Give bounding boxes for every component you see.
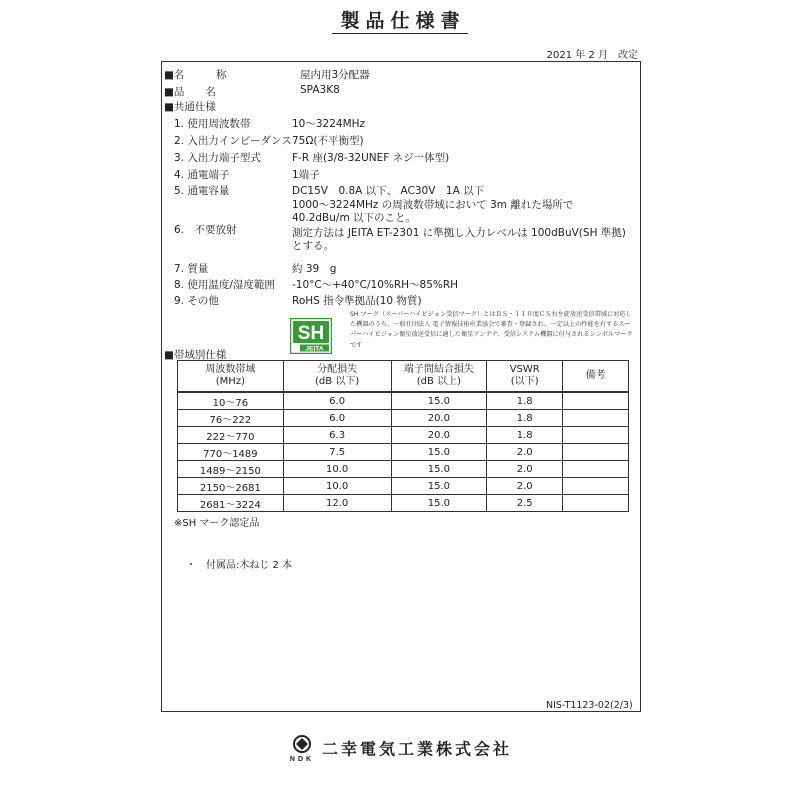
table-cell: 6.0 [283, 410, 391, 427]
spec-label: 9. その他 [174, 295, 219, 307]
spec-value: F-R 座(3/8-32UNEF ネジ一体型) [292, 152, 450, 164]
table-row [178, 444, 629, 461]
table-cell: 1489～2150 [178, 461, 284, 478]
name-label: ■名 称 [164, 69, 227, 81]
spec-value: 10～3224MHz [292, 118, 366, 130]
spec-value: 約 39 g [292, 263, 337, 275]
table-cell: 76～222 [178, 410, 284, 427]
band-spec-heading: ■帯域別仕様 [164, 349, 227, 361]
table-cell: 15.0 [391, 461, 487, 478]
document-number: NIS-T1123-02(2/3) [546, 700, 633, 711]
table-cell [563, 461, 629, 478]
table-cell: 1.8 [487, 392, 563, 410]
table-cell: 2681～3224 [178, 495, 284, 512]
spec-label: 7. 質量 [174, 263, 209, 275]
table-cell: 10～76 [178, 392, 284, 410]
table-cell: 2.5 [487, 495, 563, 512]
accessory-note: ・ 付属品:木ねじ 2 本 [186, 560, 293, 571]
table-row [178, 427, 629, 444]
table-cell [563, 478, 629, 495]
header-remarks: 備考 [563, 361, 629, 393]
table-row [178, 461, 629, 478]
spec-label: 3. 入出力端子型式 [174, 152, 261, 164]
table-cell: 770～1489 [178, 444, 284, 461]
revision-date: 2021 年 2 月 改定 [546, 50, 638, 61]
company-name: 二幸電気工業株式会社 [321, 739, 512, 759]
table-header-row [178, 361, 629, 393]
table-row [178, 495, 629, 512]
table-cell: 6.3 [283, 427, 391, 444]
spec-value: DC15V 0.8A 以下、 AC30V 1A 以下 [292, 185, 485, 197]
table-cell: 1.8 [487, 410, 563, 427]
table-cell: 10.0 [283, 461, 391, 478]
table-cell: 10.0 [283, 478, 391, 495]
spec-value: 1000～3224MHz の周波数帯域において 3m 離れた場所で 40.2dBu/m 以下のこと。 [292, 199, 574, 224]
company-footer [0, 736, 800, 764]
table-cell: 7.5 [283, 444, 391, 461]
table-cell: 2.0 [487, 444, 563, 461]
table-cell: 15.0 [391, 495, 487, 512]
model-label: ■品 名 [164, 86, 216, 98]
spec-label: 2. 入出力インピーダンス [174, 135, 292, 147]
spec-value: RoHS 指令準拠品(10 物質) [292, 295, 422, 307]
header-isolation: 端子間結合損失 (dB 以上) [391, 361, 487, 393]
header-frequency: 周波数帯域 (MHz) [178, 361, 284, 393]
table-cell: 6.0 [283, 392, 391, 410]
header-vswr: VSWR (以下) [487, 361, 563, 393]
ndk-logo-icon [288, 734, 316, 762]
document-title: 製品仕様書 [0, 6, 800, 33]
spec-label: 4. 通電端子 [174, 169, 230, 181]
table-cell: 2150～2681 [178, 478, 284, 495]
table-row [178, 392, 629, 410]
table-cell: 1.8 [487, 427, 563, 444]
table-cell: 15.0 [391, 444, 487, 461]
table-cell: 15.0 [391, 392, 487, 410]
table-row [178, 410, 629, 427]
model-value: SPA3K8 [300, 84, 340, 96]
table-cell: 222～770 [178, 427, 284, 444]
table-cell [563, 444, 629, 461]
table-cell: 12.0 [283, 495, 391, 512]
sh-description: SH マーク（スーパーハイビジョン受信マーク）とはＢＳ・１１０度ＣＳ右左旋放送受信帯域に対応した機器のうち、一般社団法人 電子情報技術産業協会で審査・登録され、一定以上の性能を有するスーパーハイビジョン衛星放送受信に適した衛星アンテナ、受信システム機器に付与されるシンボルマークです [350, 311, 633, 349]
table-cell: 20.0 [391, 410, 487, 427]
spec-label: 1. 使用周波数帯 [174, 118, 251, 130]
table-row [178, 478, 629, 495]
table-cell: 2.0 [487, 478, 563, 495]
table-cell: 15.0 [391, 478, 487, 495]
spec-value: -10°C～+40°C/10%RH～85%RH [292, 279, 459, 291]
spec-label: 5. 通電容量 [174, 185, 230, 197]
common-spec-heading: ■共通仕様 [164, 101, 216, 113]
sh-mark-jeita: JEITA [305, 345, 324, 353]
name-value: 屋内用3分配器 [300, 69, 370, 81]
table-cell [563, 495, 629, 512]
sh-certified-note: ※SH マーク認定品 [174, 518, 260, 529]
spec-label: 6. 不要放射 [174, 224, 237, 236]
spec-value: 測定方法は JEITA ET-2301 に準拠し入力レベルは 100dBuV(SH 準拠)とする。 [292, 227, 626, 252]
spec-value: 1端子 [292, 169, 320, 181]
header-split-loss: 分配損失 (dB 以下) [283, 361, 391, 393]
sh-mark-text: SH [297, 323, 325, 344]
spec-label: 8. 使用温度/湿度範囲 [174, 279, 275, 291]
table-cell: 2.0 [487, 461, 563, 478]
ndk-logo-text: NDK [289, 756, 315, 762]
table-cell [563, 392, 629, 410]
table-cell [563, 427, 629, 444]
spec-value: 75Ω(不平衡型) [292, 135, 364, 147]
band-spec-table [177, 360, 629, 512]
table-cell: 20.0 [391, 427, 487, 444]
sh-mark-logo [290, 318, 332, 354]
table-cell [563, 410, 629, 427]
